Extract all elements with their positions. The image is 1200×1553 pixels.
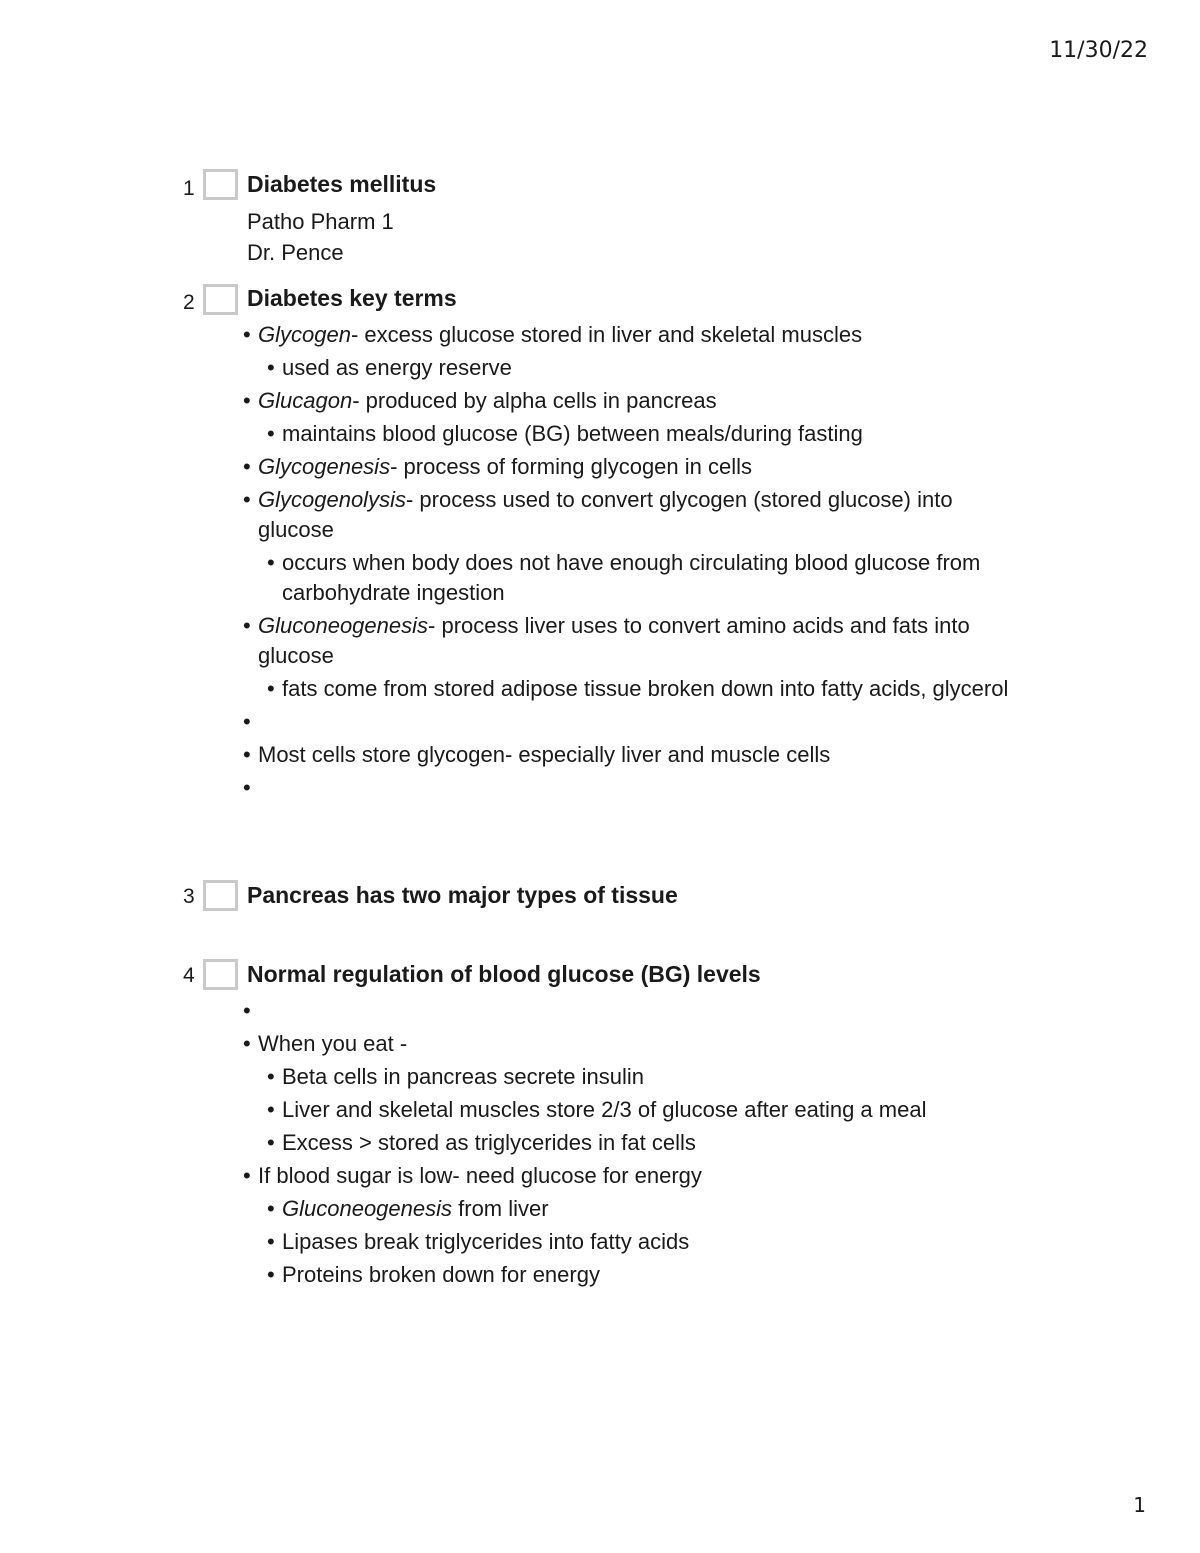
bullet-list	[243, 320, 1023, 803]
slide-thumbnail[interactable]	[203, 169, 238, 200]
slide-thumbnail[interactable]	[203, 880, 238, 911]
list-item: • Glycogen- excess glucose stored in liver and skeletal muscles	[243, 322, 863, 347]
slide-title: Diabetes key terms	[247, 285, 457, 311]
subtitle-line: Patho Pharm 1	[247, 209, 394, 234]
slide-title: Diabetes mellitus	[247, 171, 437, 197]
list-item: • fats come from stored adipose tissue broken down into fatty acids, glycerol	[267, 676, 1009, 701]
list-item: • Most cells store glycogen- especially liver and muscle cells	[243, 742, 831, 767]
list-item: • maintains blood glucose (BG) between meals/during fasting	[267, 421, 863, 446]
list-item: • Glucagon- produced by alpha cells in pancreas	[243, 388, 717, 413]
list-item: • Glycogenesis- process of forming glycogen in cells	[243, 454, 753, 479]
list-item: •	[243, 709, 251, 734]
date-header: 11/30/22	[1049, 38, 1148, 63]
list-item: • If blood sugar is low- need glucose for energy	[243, 1163, 702, 1188]
list-item: • Beta cells in pancreas secrete insulin	[267, 1064, 644, 1089]
list-item: • Lipases break triglycerides into fatty acids	[267, 1229, 690, 1254]
slide-thumbnail[interactable]	[203, 959, 238, 990]
slide-number: 4	[183, 964, 195, 987]
slide-title: Normal regulation of blood glucose (BG) levels	[247, 961, 761, 987]
list-item: • Gluconeogenesis- process liver uses to convert amino acids and fats into glucose	[243, 613, 970, 668]
list-item: •	[243, 775, 251, 800]
slide-thumbnail[interactable]	[203, 284, 238, 315]
list-item: • occurs when body does not have enough circulating blood glucose from carbohydrate ingestion	[267, 550, 981, 605]
slide-number: 2	[183, 291, 195, 314]
bullet-list	[243, 996, 1023, 1290]
list-item: •	[243, 998, 251, 1023]
list-item: • Liver and skeletal muscles store 2/3 of glucose after eating a meal	[267, 1097, 927, 1122]
slide-number: 3	[183, 885, 195, 908]
slide-number: 1	[183, 177, 195, 200]
list-item: • Gluconeogenesis from liver	[267, 1196, 549, 1221]
list-item: • Glycogenolysis- process used to convert glycogen (stored glucose) into glucose	[243, 487, 953, 542]
list-item: • used as energy reserve	[267, 355, 512, 380]
page-number: 1	[1133, 1493, 1146, 1517]
list-item: • Proteins broken down for energy	[267, 1262, 600, 1287]
subtitle-line: Dr. Pence	[247, 240, 344, 265]
list-item: • When you eat -	[243, 1031, 408, 1056]
list-item: • Excess > stored as triglycerides in fat cells	[267, 1130, 696, 1155]
slide-title: Pancreas has two major types of tissue	[247, 882, 678, 908]
